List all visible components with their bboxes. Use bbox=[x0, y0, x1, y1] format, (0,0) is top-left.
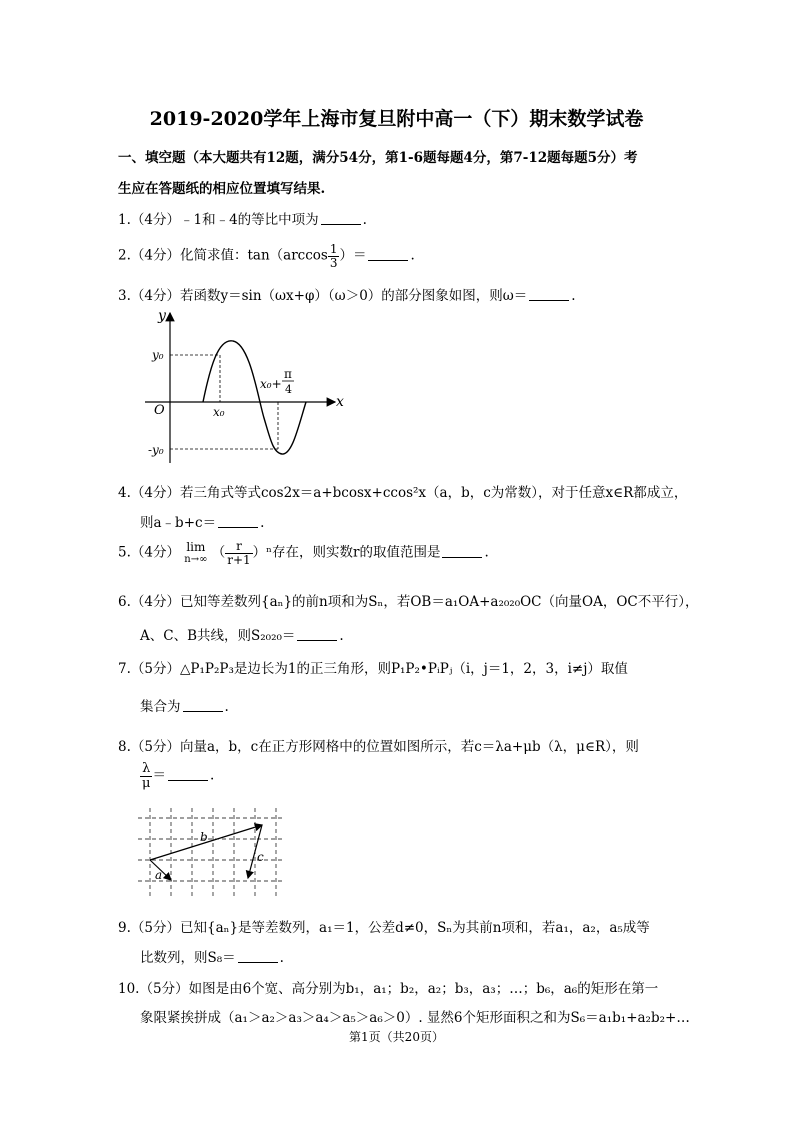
neg-y0-label: -y₀ bbox=[148, 443, 164, 457]
label-b: b bbox=[200, 830, 208, 844]
y-axis-label: y bbox=[158, 308, 166, 324]
question-1: 1.（4分）﹣1和﹣4的等比中项为 . bbox=[118, 212, 367, 228]
limit-expression: lim n→∞ bbox=[184, 540, 208, 566]
section-heading: 一、填空题（本大题共有12题，满分54分，第1-6题每题4分，第7-12题每题5分）考 bbox=[118, 150, 638, 166]
fraction: $\frac{r}{r+1}$ bbox=[227, 539, 251, 567]
question-8-cont: $\frac{\lambda}{\mu}$ ＝ . bbox=[142, 761, 215, 791]
question-8: 8.（5分）向量a，b，c在正方形网格中的位置如图所示，若c＝λa+μb（λ，μ∈R），则 bbox=[118, 739, 639, 755]
question-9: 9.（5分）已知{aₙ}是等差数列，a₁＝1，公差d≠0，Sₙ为其前n项和，若a₁，a₂，a₅成等 bbox=[118, 920, 650, 936]
answer-blank bbox=[321, 223, 361, 225]
question-10-cont: 象限紧挨拼成（a₁＞a₂＞a₃＞a₄＞a₅＞a₆＞0）. 显然6个矩形面积之和为S₆＝a₁b₁+a₂b₂+… bbox=[140, 1010, 690, 1026]
answer-blank bbox=[168, 779, 208, 781]
origin-label: O bbox=[154, 403, 165, 418]
question-6-cont: A、C、B共线，则S₂₀₂₀＝ . bbox=[140, 628, 344, 644]
page-title: 2019-2020学年上海市复旦附中高一（下）期末数学试卷 bbox=[149, 108, 644, 130]
question-4: 4.（4分）若三角式等式cos2x＝a+bcosx+ccos²x（a，b，c为常数），对于任意x∈R都成立， bbox=[118, 485, 688, 501]
answer-blank bbox=[238, 961, 278, 963]
answer-blank bbox=[183, 710, 223, 712]
fraction: $\frac{\lambda}{\mu}$ bbox=[142, 761, 151, 791]
vector-grid-figure bbox=[138, 808, 288, 900]
section-heading-cont: 生应在答题纸的相应位置填写结果. bbox=[118, 181, 326, 197]
question-7-cont: 集合为 . bbox=[140, 699, 229, 715]
question-7: 7.（5分）△P₁P₂P₃是边长为1的正三角形，则P₁P₂•PᵢPⱼ（i，j＝1，2，3，i≠j）取值 bbox=[118, 661, 628, 677]
answer-blank bbox=[368, 259, 408, 261]
x0-pi4-label: x₀+ bbox=[260, 377, 282, 391]
four-label: 4 bbox=[285, 383, 292, 396]
question-4-cont: 则a﹣b+c＝ . bbox=[140, 515, 265, 531]
pi-label: π bbox=[284, 367, 292, 381]
y0-label: y₀ bbox=[152, 348, 164, 362]
x0-label: x₀ bbox=[213, 405, 225, 419]
page-footer: 第1页（共20页） bbox=[349, 1030, 444, 1044]
question-3: 3.（4分）若函数y＝sin（ωx+φ）（ω＞0）的部分图象如图，则ω＝ . bbox=[118, 288, 576, 304]
sine-graph-figure bbox=[140, 308, 350, 468]
question-9-cont: 比数列，则S₈＝ . bbox=[140, 950, 284, 966]
label-c: c bbox=[257, 850, 264, 864]
question-10: 10.（5分）如图是由6个宽、高分别为b₁，a₁；b₂，a₂；b₃，a₃；…；b₆，a₆的矩形在第一 bbox=[118, 981, 659, 997]
question-5: 5.（4分） lim n→∞ （ $\frac{r}{r+1}$ ）ⁿ存在，则实数r的取值范围是 . bbox=[118, 539, 489, 567]
sine-curve bbox=[203, 341, 306, 454]
answer-blank bbox=[442, 556, 482, 558]
question-6: 6.（4分）已知等差数列{aₙ}的前n项和为Sₙ，若OB＝a₁OA+a₂₀₂₀OC（向量OA，OC不平行）， bbox=[118, 594, 699, 610]
question-2: 2.（4分）化简求值：tan（arccos $\frac{1}{3}$ ）＝ . bbox=[118, 242, 415, 270]
fraction: $\frac{1}{3}$ bbox=[329, 242, 338, 270]
answer-blank bbox=[218, 526, 258, 528]
answer-blank bbox=[529, 299, 569, 301]
answer-blank bbox=[297, 639, 337, 641]
x-axis-label: x bbox=[336, 394, 344, 410]
label-a: a bbox=[155, 868, 163, 882]
